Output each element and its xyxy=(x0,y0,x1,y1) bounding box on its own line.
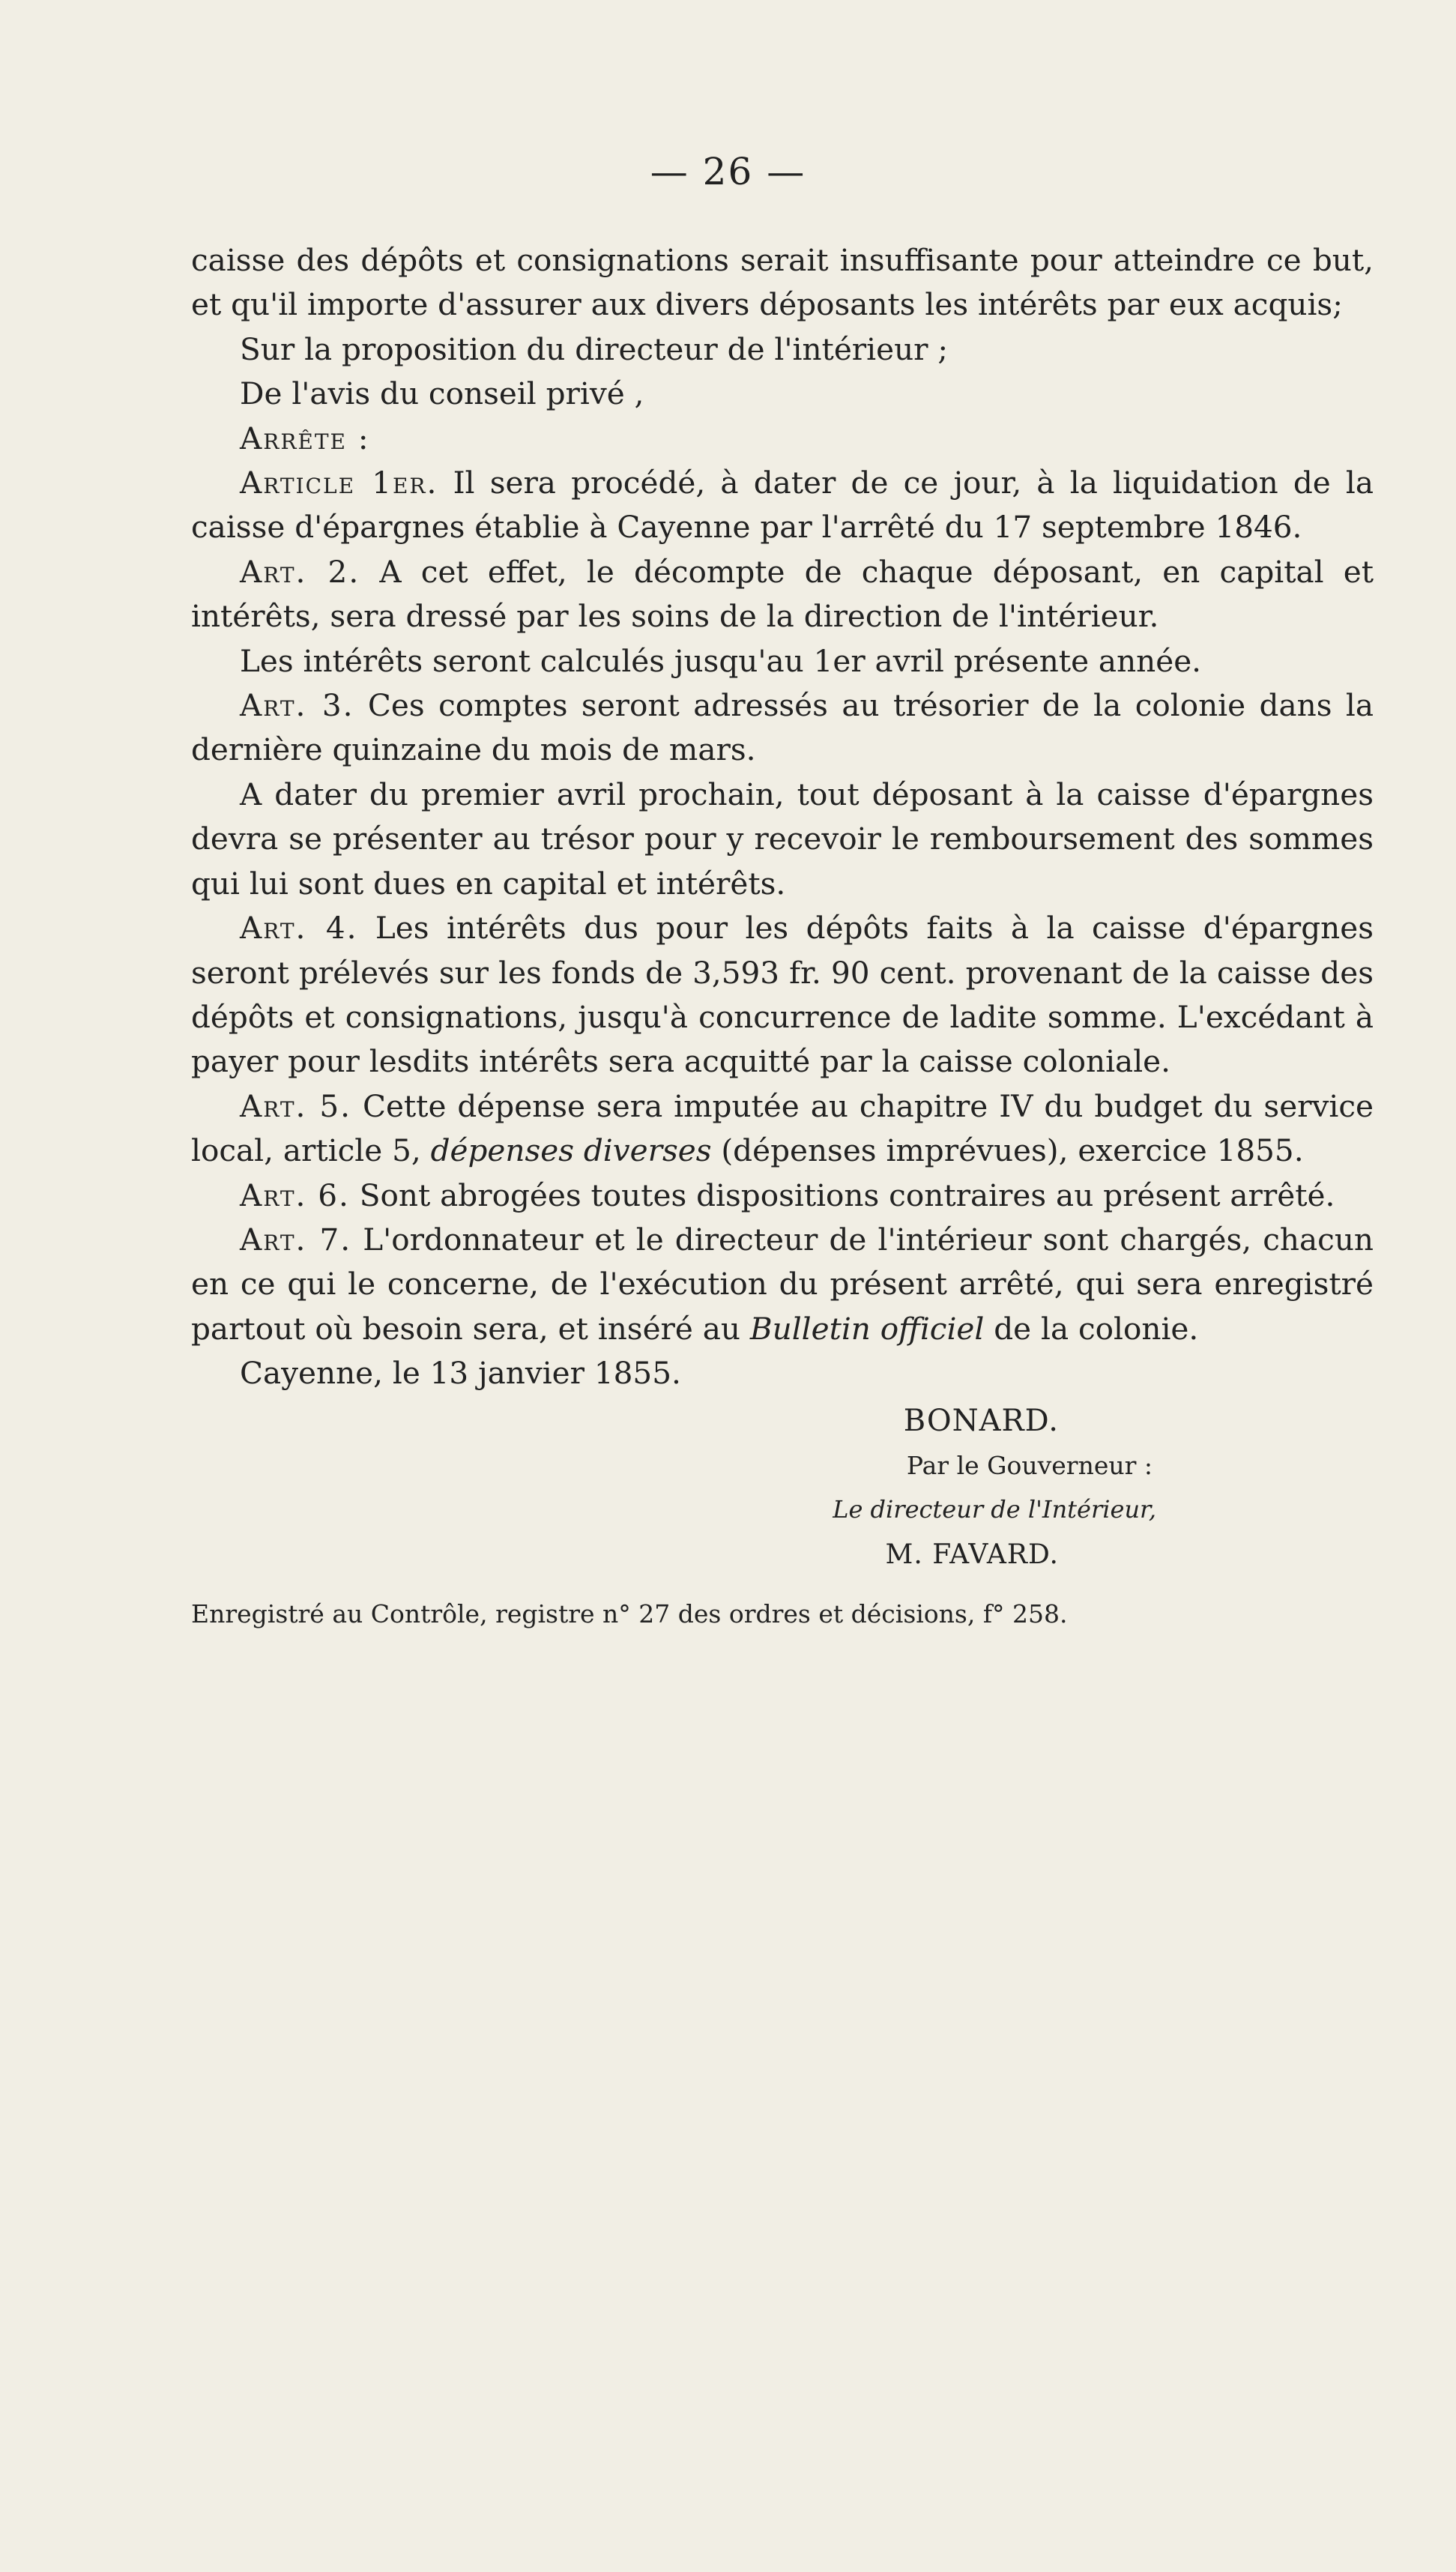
paragraph-avis: De l'avis du conseil privé , xyxy=(240,375,644,412)
signature-title: Le directeur de l'Intérieur, xyxy=(833,1495,1156,1524)
article-5-text-b: (dépenses imprévues), exercice 1855. xyxy=(721,1132,1304,1169)
article-3 xyxy=(191,683,1374,773)
article-7-text-a: L'ordonnateur et le directeur de l'intérieur sont chargés, chacun en ce qui le concerne, de l'exécution du présent arrêté, qui sera enregistré partout où besoin sera, et inséré au xyxy=(191,1221,1374,1347)
article-3-text: Ces comptes seront adressés au trésorier de la colonie dans la dernière quinzaine du mois de mars. xyxy=(191,687,1374,768)
signature-par: Par le Gouverneur : xyxy=(906,1450,1153,1480)
article-7-italic: Bulletin officiel xyxy=(749,1310,985,1347)
arrete-heading: Arrête : xyxy=(240,420,370,456)
signature-block xyxy=(191,1399,1374,1578)
article-3-label: Art. 3. xyxy=(240,687,354,724)
article-7-label: Art. 7. xyxy=(240,1221,352,1258)
article-5 xyxy=(191,1084,1374,1174)
article-7-text-b: de la colonie. xyxy=(994,1310,1199,1347)
article-5-text-a: Cette dépense sera imputée au chapitre IV du budget du service local, article 5, xyxy=(191,1087,1374,1169)
article-1-text: Il sera procédé, à dater de ce jour, à la liquidation de la caisse d'épargnes établie à Cayenne par l'arrêté du 17 septembre 1846. xyxy=(191,465,1374,546)
signature-name: BONARD. xyxy=(903,1403,1059,1438)
article-6 xyxy=(191,1174,1374,1218)
article-6-label: Art. 6. xyxy=(240,1177,350,1213)
page-number: — 26 — xyxy=(650,150,806,193)
date-line: Cayenne, le 13 janvier 1855. xyxy=(240,1355,681,1392)
article-7 xyxy=(191,1218,1374,1351)
paragraph-continuation: caisse des dépôts et consignations serait insuffisante pour atteindre ce but, et qu'il importe d'assurer aux divers déposants les intérêts par eux acquis; xyxy=(191,242,1374,323)
article-4 xyxy=(191,906,1374,1084)
article-4-label: Art. 4. xyxy=(240,910,358,947)
article-2 xyxy=(191,550,1374,639)
article-3-second-paragraph: A dater du premier avril prochain, tout déposant à la caisse d'épargnes devra se présenter au trésor pour y recevoir le remboursement des sommes qui lui sont dues en capital et intérêts. xyxy=(191,776,1374,902)
article-2-second-paragraph: Les intérêts seront calculés jusqu'au 1er avril présente année. xyxy=(240,642,1202,679)
article-2-text: A cet effet, le décompte de chaque déposant, en capital et intérêts, sera dressé par les soins de la direction de l'intérieur. xyxy=(191,553,1374,635)
signature-second-name: M. FAVARD. xyxy=(885,1539,1059,1570)
document-body xyxy=(191,238,1374,1637)
article-4-text: Les intérêts dus pour les dépôts faits à la caisse d'épargnes seront prélevés sur les fonds de 3,593 fr. 90 cent. provenant de la caisse des dépôts et consignations, jusqu'à concurrence de ladite somme. L'excédant à payer pour lesdits intérêts sera acquitté par la caisse coloniale. xyxy=(191,910,1374,1080)
article-2-label: Art. 2. xyxy=(240,553,360,590)
article-1-label: Article 1er. xyxy=(240,465,438,501)
article-1 xyxy=(191,461,1374,550)
registration-line: Enregistré au Contrôle, registre n° 27 des ordres et décisions, f° 258. xyxy=(191,1599,1068,1629)
article-6-text: Sont abrogées toutes dispositions contraires au présent arrêté. xyxy=(359,1177,1335,1213)
paragraph-proposition: Sur la proposition du directeur de l'intérieur ; xyxy=(240,330,949,367)
article-5-label: Art. 5. xyxy=(240,1087,351,1124)
article-5-italic: dépenses diverses xyxy=(430,1132,712,1169)
